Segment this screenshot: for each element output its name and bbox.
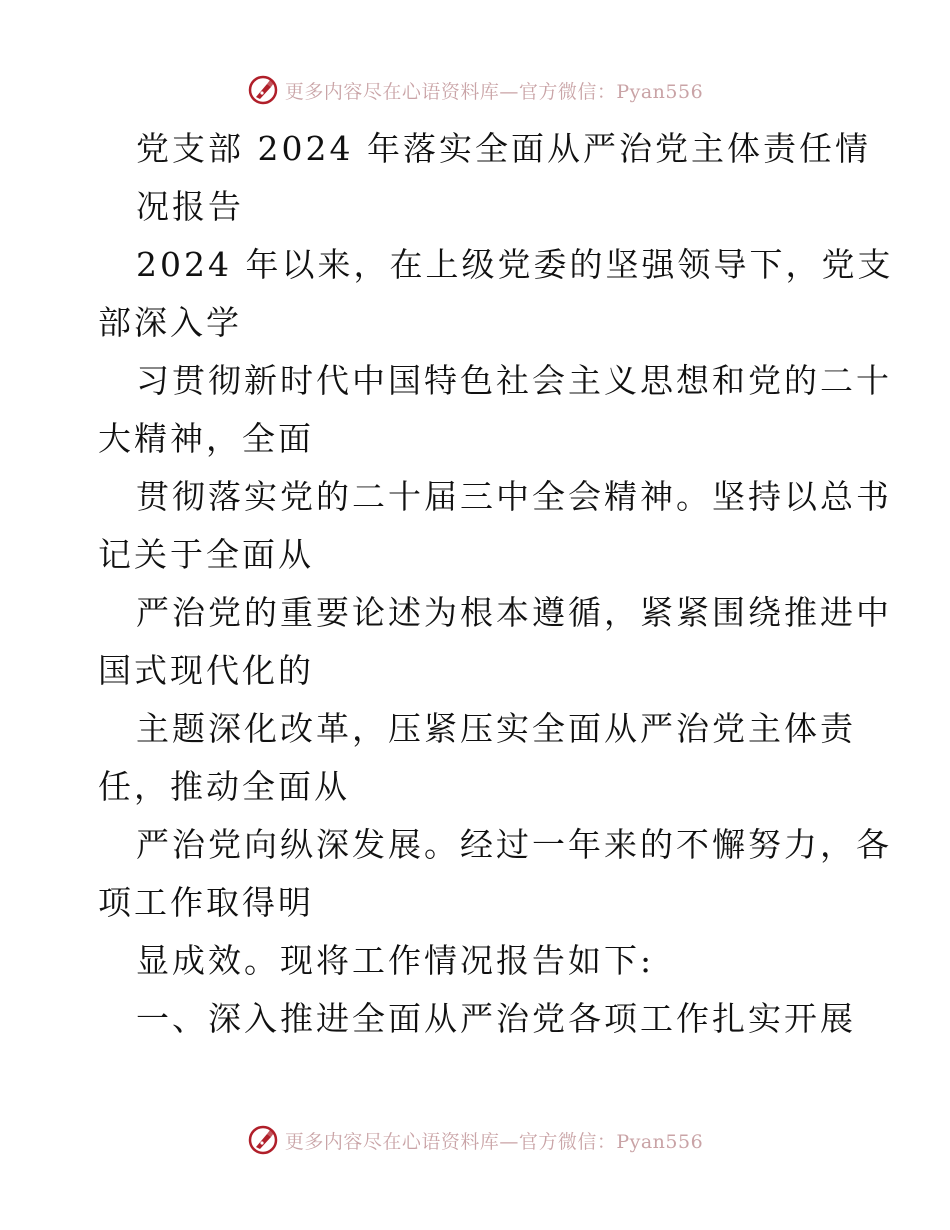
footer-watermark-text: 更多内容尽在心语资料库—官方微信：Pyan556: [284, 1130, 704, 1153]
document-line: 主题深化改革，压紧压实全面从严治党主体责: [136, 709, 856, 748]
document-line: 一、深入推进全面从严治党各项工作扎实开展: [136, 999, 856, 1038]
document-line: 显成效。现将工作情况报告如下:: [136, 941, 655, 980]
document-line: 严治党向纵深发展。经过一年来的不懈努力，各: [136, 825, 892, 864]
document-line: 严治党的重要论述为根本遵循，紧紧围绕推进中: [136, 593, 892, 632]
header-watermark-text: 更多内容尽在心语资料库—官方微信：Pyan556: [284, 80, 704, 103]
document-line: 2024 年以来，在上级党委的坚强领导下，党支: [136, 245, 894, 284]
document-line: 部深入学: [98, 303, 242, 342]
document-line: 任，推动全面从: [98, 767, 350, 806]
document-line: 大精神，全面: [98, 419, 314, 458]
header-watermark: [0, 70, 950, 110]
document-line: 项工作取得明: [98, 883, 314, 922]
footer-watermark: [0, 1120, 950, 1160]
document-line: 国式现代化的: [98, 651, 314, 690]
document-line: 贯彻落实党的二十届三中全会精神。坚持以总书: [136, 477, 892, 516]
document-line: 习贯彻新时代中国特色社会主义思想和党的二十: [136, 361, 892, 400]
document-line: 况报告: [136, 187, 244, 226]
document-line: 党支部 2024 年落实全面从严治党主体责任情: [136, 129, 871, 168]
pen-logo-icon: [247, 74, 279, 106]
document-body: [98, 120, 898, 1048]
document-line: 记关于全面从: [98, 535, 314, 574]
pen-logo-icon: [247, 1124, 279, 1156]
